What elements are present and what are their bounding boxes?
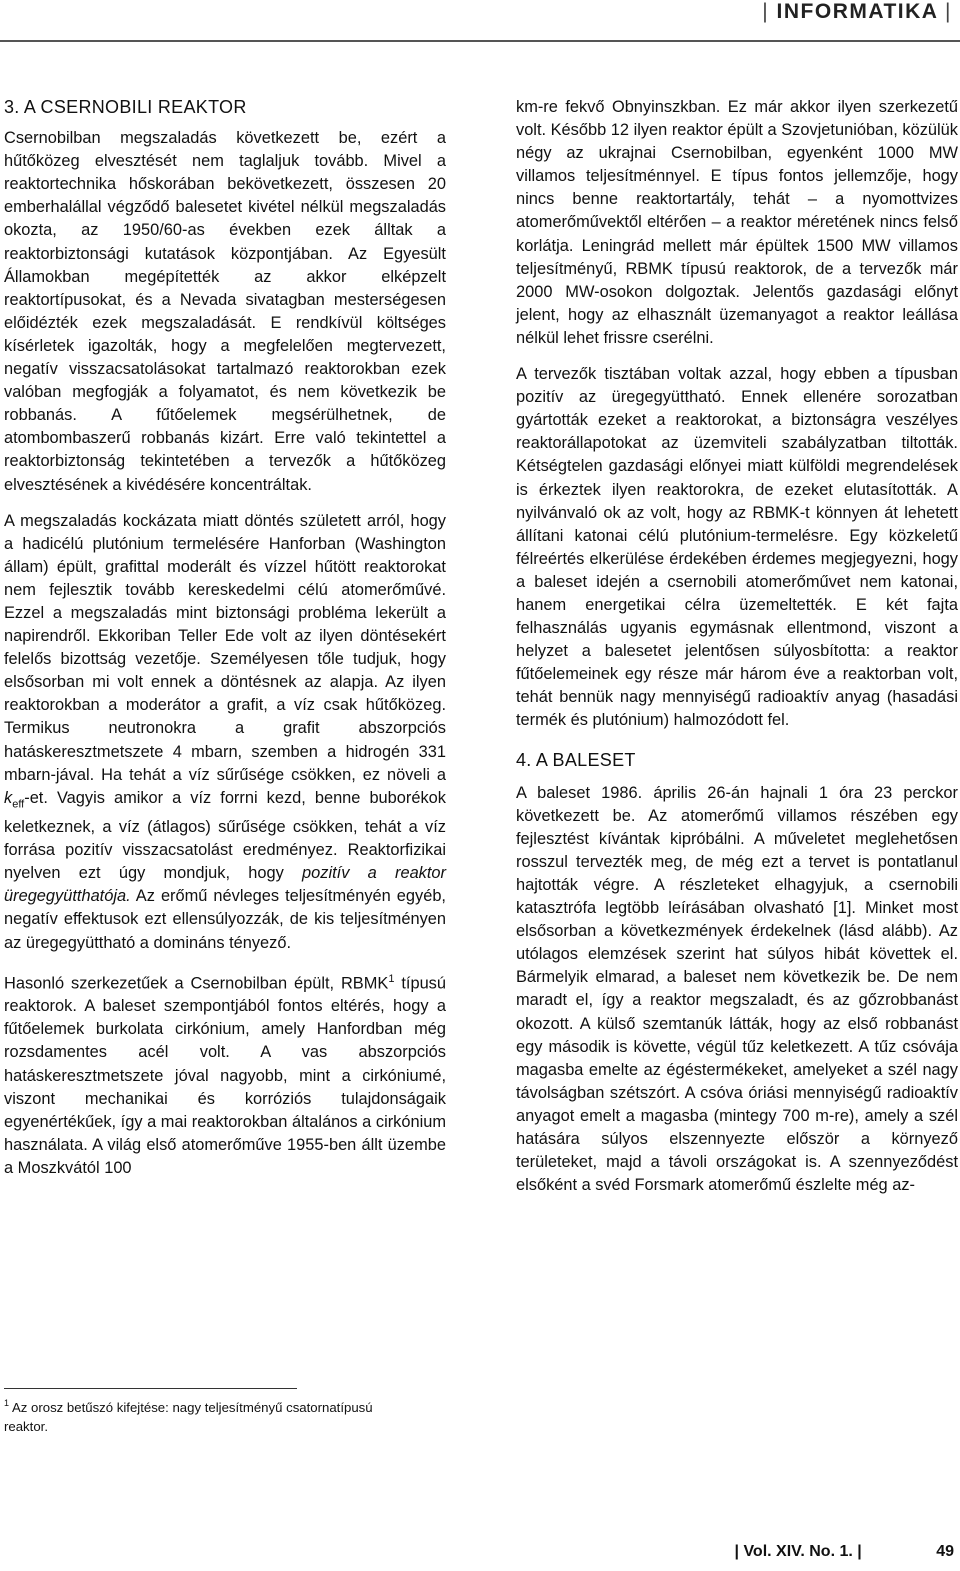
footnote-ref: 1 [388,972,395,985]
k-symbol: k [4,788,13,807]
footer-volume: Vol. XIV. No. 1. [743,1543,853,1560]
right-column [516,96,958,1197]
paragraph-left-3-part-a: Hasonló szerkezetűek a Csernobilban épült, RBMK [4,974,389,993]
section-heading-4: 4. A BALESET [516,749,636,770]
footer-volume-group [735,1543,867,1560]
footnote-number: 1 [4,1398,10,1408]
section-header [762,0,952,26]
paragraph-right-3: A baleset 1986. április 26-án hajnali 1 óra 23 perckor következett be. Az atomerőmű villamos részében egy fejlesztést kívántak kipróbálni. A műveletet meglehetősen rosszul tervezték meg, de még ezt a tervet is pontatlanul hajtották végre. A részleteket elhagyjuk, a csernobili katasztrófa legtöbb leírásában olvasható [1]. Minket most elsősorban a következmények érdekelnek (lásd alább). Az utólagos elemzések szerint hat súlyos hibát követtek el. Bármelyik elmarad, a baleset nem következik be. De nem maradt el, így a reaktor megszaladt, és az gőzrobbanást okozott. A külső szemtanúk látták, hogy az első robbanást egy második is követte, végül tűz keletkezett. A tűz csóvája magasba emelte az égéstermékeket, amelyeket a szél nagy távolságban szétszórt. A csóva óriási mennyiségű radioaktív anyagot emelt a magasba (mintegy 700 m-re), amely a szél hatására súlyos elszennyezte először a környező területeket, majd a távoli országokat is. A szennyeződést elsőként a svéd Forsmark atomerőmű észlelte még az- [516,783,958,1195]
paragraph-right-1: km-re fekvő Obnyinszkban. Ez már akkor ilyen szerkezetű volt. Később 12 ilyen reaktor épült a Szovjetunióban, közülük négy az ukrajnai Csernobilban, egyenként 1000 MW villamos teljesítménnyel. E típus fontos jellemzője, hogy nincs benne reaktortartály, tehát – a nyomottvizes atomerőművektől eltérően – a reaktor méretének nincs felső korlátja. Leningrád mellett már épültek 1500 MW villamos teljesítményű, RBMK típusú reaktorok, de a tervezők már 2000 MW-osokon dolgoztak. Jelentős gazdasági előnyt jelent, hogy az elhasznált üzemanyagot a reaktor leállása nélkül lehet frissre cserélni. [516,98,958,347]
paragraph-left-1: Csernobilban megszaladás következett be, ezért a hűtőközeg elvesztését nem taglaljuk tovább. Mivel a reaktortechnika hőskorában bekövetkezett, összesen 20 emberhalállal végződő balesetet kivétel nélkül megszaladás okozta, az 1950/60-as években ezek álltak a reaktorbiztonsági kutatások központjában. Az Egyesült Államokban megépítették az akkor elképzelt reaktortípusokat, és a Nevada sivatagban mesterségesen előidézték ezek megszaladását. E rendkívül költséges kísérletek igazolták, hogy a megfelelően megtervezett, negatív visszacsatolásokat tartalmazó reaktorokban ezek valóban megfogják a folyamatot, és nem következik be robbanás. A fűtőelemek megsérülhetnek, de atombombaszerű robbanás kizárt. Erre való tekintettel a reaktorbiztonság tekintetében a tervezők a hűtőközeg elvesztésének a kivédésére koncentráltak. [4,129,446,494]
header-bar-left: | [762,0,770,23]
eff-subscript: eff [12,798,25,810]
paragraph-left-3 [4,968,446,1180]
paragraph-left-3-part-b: típusú reaktorok. A baleset szempontjából fontos eltérés, hogy a fűtőelemek burkolata cirkónium, amely Hanfordban még rozsdamentes acél volt. A vas abszorpciós hatáskeresztmetszete jóval nagyobb, mint a cirkóniumé, viszont mechanikai és korróziós tulajdonságaik egyenértékűek, így a mai reaktorokban általános a cirkónium használata. A világ első atomerőműve 1955-ben állt üzembe a Moszkvától 100 [4,974,446,1177]
paragraph-left-2-part-a: A megszaladás kockázata miatt döntés született arról, hogy a hadicélú plutónium termelésére Hanforban (Washington állam) épült, grafittal moderált és vízzel hűtött reaktorokat nem fejlesztik tovább kereskedelmi célú atomerőművé. Ezzel a megszaladás mint biztonsági probléma lekerült a napirendről. Ekkoriban Teller Ede volt az ilyen döntésekért felelős bizottság vezetője. Személyesen tőle tudjuk, hogy elsősorban mi volt ennek a döntésnek az alapja. Az ilyen reaktorokban a moderátor a grafit, a víz csak hűtőközeg. Termikus neutronokra a grafit abszorpciós hatáskeresztmetszete 4 mbarn, szemben a hidrogén 331 mbarn-jával. Ha tehát a víz sűrűsége csökken, ez növeli a [4,511,446,784]
paragraph-left-2-part-c: Az erőmű névleges teljesítményén egyéb, negatív effektusok ezt ellensúlyozzák, de kis teljesítményen az üregegyüttható a domináns tényező. [4,887,446,952]
paragraph-right-2: A tervezők tisztában voltak azzal, hogy ebben a típusban pozitív az üregegyüttható. Ennek ellenére sorozatban gyártották ezeket a reaktorokat, a biztonságra veszélyes reaktorállapotokat az üzemviteli szabályzatban tiltották. Kétségtelen gazdasági előnyei miatt külföldi megrendelések is érkeztek ilyen reaktorokra, de ezeket elutasították. A nyilvánvaló ok az volt, hogy az RBMK-t könnyen át lehetett állítani katonai célú plutónium-termelésre. Egy közkeletű félreértés elkerülése érdekében érdemes megjegyezni, hogy a baleset idején a csernobili atomerőművet nem katonai, hanem energetikai célra üzemeltették. E két fajta felhasználás ugyanis egymásnak ellentmond, viszont a helyzet a balesetet jelentősen súlyosbította: a reaktor fűtőelemeinek egy része már három éve a reaktorban volt, tehát bennük nagy mennyiségű radioaktív anyag (hasadási termék és plutónium) halmozódott fel. [516,365,958,730]
footer-bar-right: | [857,1543,862,1560]
footnote [4,1398,404,1436]
left-column [4,96,446,1180]
header-bar-right: | [945,0,952,23]
footer-bar-left: | [734,1543,739,1560]
footnote-text: Az orosz betűszó kifejtése: nagy teljesítményű csatornatípusú reaktor. [4,1400,373,1434]
paragraph-left-2-part-b: -et. Vagyis amikor a víz forrni kezd, benne buborékok keletkeznek, a víz (átlagos) sűrűsége csökken, tehát a víz forrása pozitív visszacsatolást eredményez. Reaktorfizikai nyelven ezt úgy mondjuk, hogy [4,788,446,883]
section-heading-3: 3. A CSERNOBILI REAKTOR [4,97,247,117]
paragraph-left-2 [4,510,446,955]
header-divider [0,40,960,42]
paragraph-left-2-italic: pozitív a reaktor üregegyütthatója. [4,864,447,906]
page-footer [735,1543,955,1561]
section-title: INFORMATIKA [776,0,938,23]
footnote-divider [4,1388,297,1389]
page-number: 49 [936,1543,954,1560]
